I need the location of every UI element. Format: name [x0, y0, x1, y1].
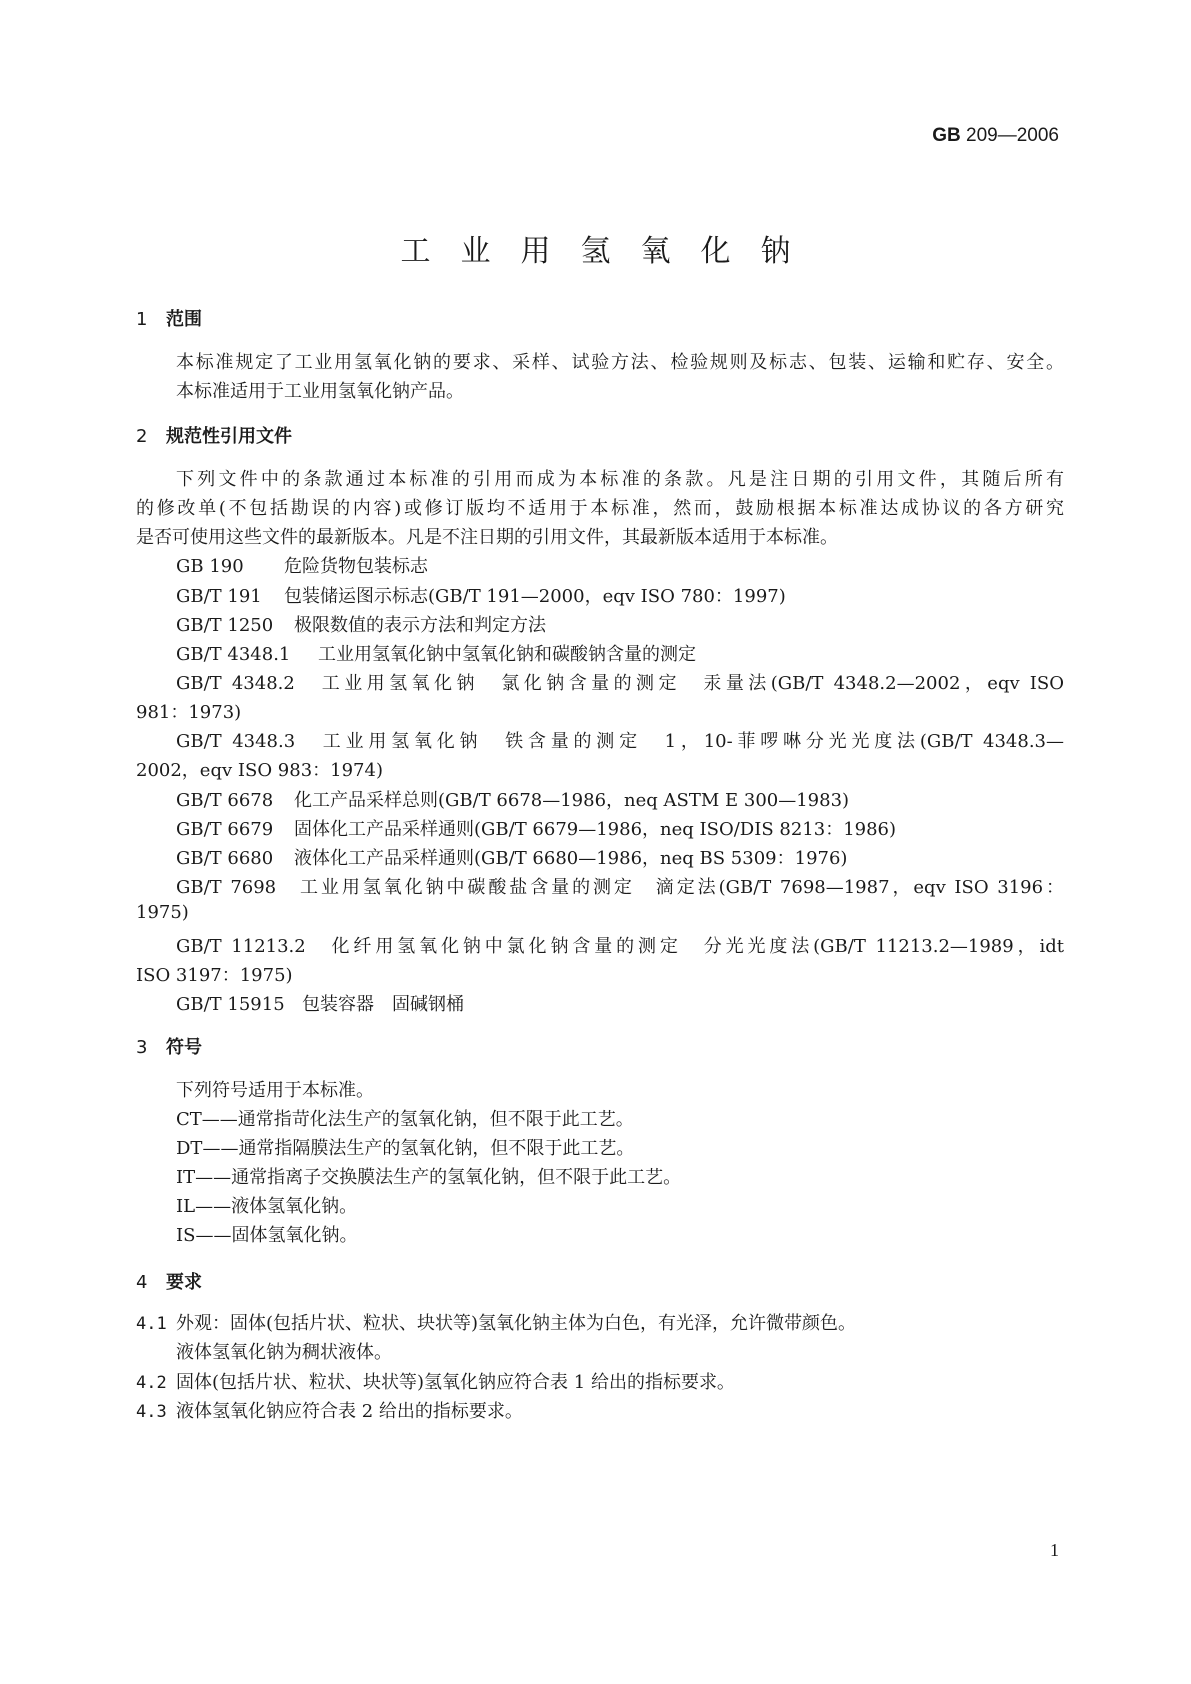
reference-code: GB 190: [176, 556, 244, 577]
reference-title: 液体化工产品采样通则(GB/T 6680—1986，neq BS 5309：1976): [294, 848, 848, 869]
reference-code: GB/T 11213.2: [176, 936, 306, 957]
clause-text: 固体(包括片状、粒状、块状等)氢氧化钠应符合表 1 给出的指标要求。: [176, 1372, 735, 1393]
reference-item: [176, 611, 546, 637]
reference-item: [176, 844, 847, 870]
reference-title: 工业用氢氧化钠 铁含量的测定 1，10-菲啰啉分光光度法(GB/T 4348.3—: [322, 731, 1065, 752]
reference-code: GB/T 6679: [176, 819, 274, 840]
symbol-definition: IS——固体氢氧化钠。: [176, 1225, 358, 1246]
document-title: 工业用氢氧化钠: [400, 234, 821, 269]
section-number: 2: [136, 426, 148, 447]
reference-item: [176, 932, 1064, 958]
section-heading-1: [136, 305, 202, 331]
section-number: 3: [136, 1037, 148, 1058]
requirement-4-1: [136, 1309, 856, 1335]
symbol-definition: CT——通常指苛化法生产的氢氧化钠，但不限于此工艺。: [176, 1109, 634, 1130]
clause-number: 4.3: [136, 1402, 167, 1422]
reference-code: GB/T 4348.1: [176, 644, 291, 665]
standard-code: 209—2006: [960, 125, 1059, 146]
reference-title: 包装储运图示标志(GB/T 191—2000，eqv ISO 780：1997): [284, 586, 786, 607]
scope-paragraph-1: 本标准规定了工业用氢氧化钠的要求、采样、试验方法、检验规则及标志、包装、运输和贮存、安全。: [176, 352, 1064, 373]
reference-item: [176, 786, 849, 812]
reference-title: 化工产品采样总则(GB/T 6678—1986，neq ASTM E 300—1983): [294, 790, 850, 811]
reference-code: GB/T 15915: [176, 994, 285, 1015]
reference-title: 工业用氢氧化钠中碳酸盐含量的测定 滴定法(GB/T 7698—1987，eqv ISO 3196：: [300, 877, 1064, 898]
reference-code: GB/T 4348.3: [176, 731, 296, 752]
reference-item: [176, 669, 1064, 695]
section-number: 1: [136, 309, 148, 330]
normative-intro-line-1: 下列文件中的条款通过本标准的引用而成为本标准的条款。凡是注日期的引用文件，其随后所有: [176, 469, 1064, 490]
requirement-4-2: [136, 1368, 735, 1394]
reference-code: GB/T 6678: [176, 790, 274, 811]
symbol-definition: IT——通常指离子交换膜法生产的氢氧化钠，但不限于此工艺。: [176, 1167, 682, 1188]
reference-continuation: ISO 3197：1975): [136, 965, 293, 986]
reference-continuation: 1975): [136, 902, 189, 923]
requirement-4-1-continuation: 液体氢氧化钠为稠状液体。: [176, 1342, 392, 1363]
reference-code: GB/T 4348.2: [176, 673, 295, 694]
section-heading-3: [136, 1033, 202, 1059]
reference-code: GB/T 6680: [176, 848, 274, 869]
reference-title: 工业用氢氧化钠 氯化钠含量的测定 汞量法(GB/T 4348.2—2002，eqv ISO: [321, 673, 1065, 694]
scope-paragraph-2: 本标准适用于工业用氢氧化钠产品。: [176, 381, 464, 402]
clause-text: 液体氢氧化钠应符合表 2 给出的指标要求。: [176, 1401, 523, 1422]
normative-intro-line-2: 的修改单(不包括勘误的内容)或修订版均不适用于本标准，然而，鼓励根据本标准达成协议的各方研究: [136, 498, 1064, 519]
reference-item: [176, 873, 1064, 899]
reference-continuation: 981：1973): [136, 702, 242, 723]
requirement-4-3: [136, 1397, 523, 1423]
clause-text: 外观：固体(包括片状、粒状、块状等)氢氧化钠主体为白色，有光泽，允许微带颜色。: [176, 1313, 857, 1334]
section-title: 符号: [166, 1037, 202, 1058]
reference-title: 危险货物包装标志: [284, 556, 428, 577]
reference-code: GB/T 1250: [176, 615, 274, 636]
reference-title: 固体化工产品采样通则(GB/T 6679—1986，neq ISO/DIS 8213：1986): [294, 819, 897, 840]
symbols-intro: 下列符号适用于本标准。: [176, 1080, 374, 1101]
reference-code: GB/T 7698: [176, 877, 277, 898]
section-heading-4: [136, 1268, 202, 1294]
symbol-definition: DT——通常指隔膜法生产的氢氧化钠，但不限于此工艺。: [176, 1138, 635, 1159]
reference-item: [176, 727, 1064, 753]
reference-code: GB/T 191: [176, 586, 262, 607]
section-number: 4: [136, 1272, 148, 1293]
section-title: 范围: [166, 309, 202, 330]
reference-item: [176, 582, 786, 608]
section-heading-2: [136, 422, 292, 448]
standard-prefix: GB: [932, 125, 961, 146]
reference-title: 工业用氢氧化钠中氢氧化钠和碳酸钠含量的测定: [318, 644, 696, 665]
section-title: 规范性引用文件: [166, 426, 292, 447]
clause-number: 4.1: [136, 1314, 167, 1334]
normative-intro-line-3: 是否可使用这些文件的最新版本。凡是不注日期的引用文件，其最新版本适用于本标准。: [136, 527, 838, 548]
reference-item: [176, 552, 428, 578]
standard-number: [932, 125, 1059, 147]
reference-title: 化纤用氢氧化钠中氯化钠含量的测定 分光光度法(GB/T 11213.2—1989，idt: [331, 936, 1064, 957]
reference-title: 包装容器 固碱钢桶: [302, 994, 464, 1015]
reference-item: [176, 640, 696, 666]
symbol-definition: IL——液体氢氧化钠。: [176, 1196, 358, 1217]
reference-item: [176, 815, 896, 841]
reference-continuation: 2002，eqv ISO 983：1974): [136, 760, 383, 781]
page-number: 1: [1050, 1540, 1059, 1560]
clause-number: 4.2: [136, 1373, 167, 1393]
section-title: 要求: [166, 1272, 202, 1293]
reference-item: [176, 990, 464, 1016]
reference-title: 极限数值的表示方法和判定方法: [294, 615, 546, 636]
